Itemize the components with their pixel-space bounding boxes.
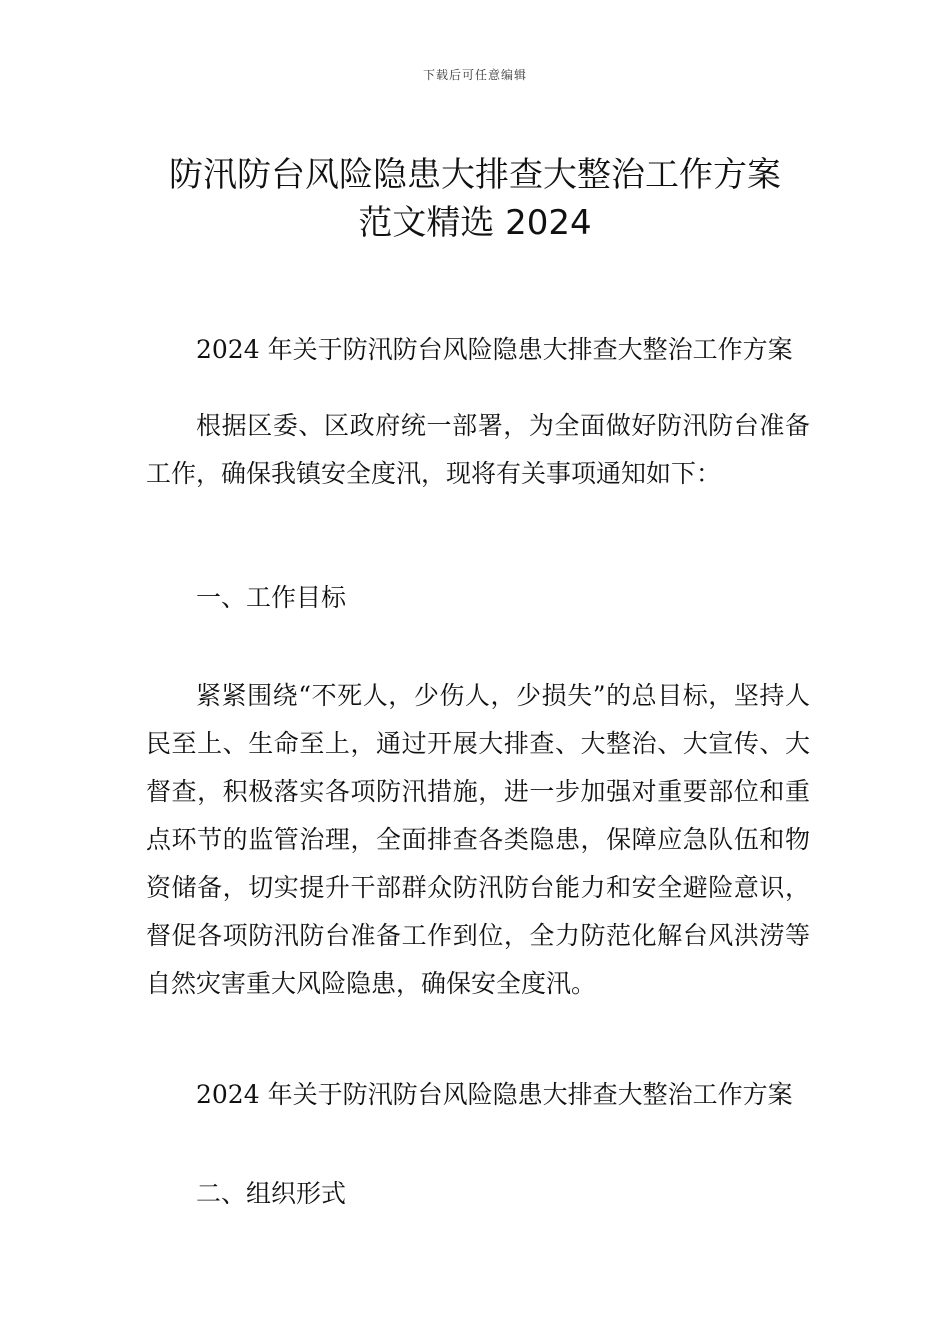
intro-paragraph: 根据区委、区政府统一部署，为全面做好防汛防台准备工作，确保我镇安全度汛，现将有关事项通知如下：: [146, 411, 810, 488]
section-2-heading: 二、组织形式: [196, 1179, 347, 1208]
document-title: [120, 151, 830, 247]
document-title-line-2: 范文精选 2024: [358, 202, 592, 243]
header-note: 下载后可任意编辑: [422, 68, 527, 82]
section-1-heading: 一、工作目标: [196, 583, 347, 612]
section-subtitle-1: 2024 年关于防汛防台风险隐患大排查大整治工作方案: [196, 335, 793, 364]
document-title-line-1: 防汛防台风险隐患大排查大整治工作方案: [169, 154, 781, 195]
section-subtitle-2: 2024 年关于防汛防台风险隐患大排查大整治工作方案: [196, 1080, 793, 1109]
section-1-paragraph: 紧紧围绕“不死人，少伤人，少损失”的总目标，坚持人民至上、生命至上，通过开展大排查、大整治、大宣传、大督查，积极落实各项防汛措施，进一步加强对重要部位和重点环节的监管治理，全面排查各类隐患，保障应急队伍和物资储备，切实提升干部群众防汛防台能力和安全避险意识，督促各项防汛防台准备工作到位，全力防范化解台风洪涝等自然灾害重大风险隐患，确保安全度汛。: [146, 681, 810, 998]
